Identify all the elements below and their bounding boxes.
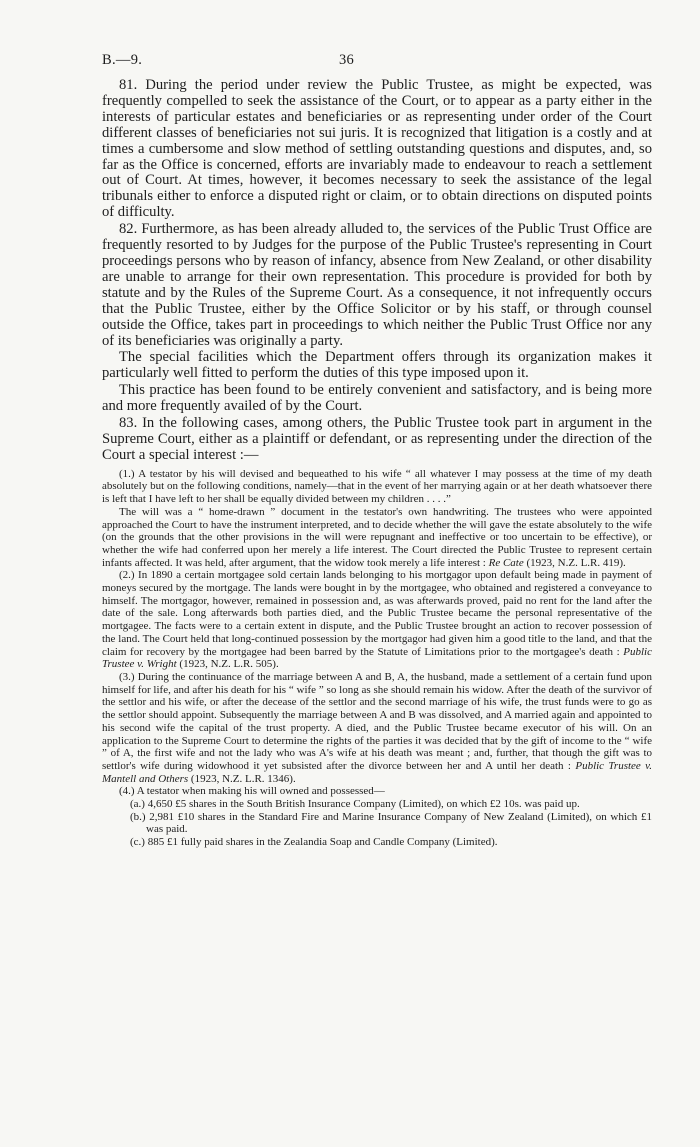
case-2-citation: Public Trustee v. Wright: [102, 645, 652, 671]
page-header: [102, 52, 652, 78]
case-1-report: (1923, N.Z. L.R. 419).: [526, 556, 626, 569]
paragraph-82: 82. Furthermore, as has been already alluded to, the services of the Public Trust Office are frequently resorted to by Judges for the purpose of the Public Trustee's representing in Court proceedings persons who by reason of infancy, absence from New Zealand, or other disability are unable to arrange for their own representation. This procedure is provided for both by statute and by the Rules of the Supreme Court. As a consequence, it not infrequently occurs that the Public Trustee, either by the Office Solicitor or by his staff, or through counsel outside the Office, takes part in proceedings to which neither the Public Trust Office nor any of its beneficiaries was originally a party.: [102, 221, 652, 349]
case-4-item-c: (c.) 885 £1 fully paid shares in the Zealandia Soap and Candle Company (Limited).: [130, 836, 498, 849]
case-1-discussion: [102, 506, 652, 570]
case-3-body: (3.) During the continuance of the marriage between A and B, A, the husband, made a settlement of a certain fund upon himself for life, and after his death for his “ wife ” so long as she should remain his widow. After the death of the survivor of the settlor and his wife, or after the decease of the settlor and the second marriage of his wife, the trust funds were to go as the settlor should appoint. Subsequently the marriage between A and B was dissolved, and A married again and appointed to his second wife the capital of the trust property. A died, and the Public Trustee became executor of his will. On an application to the Supreme Court to determine the rights of the parties it was decided that by the gift of income to the “ wife ” of A, the first wife and not the lady who was A's wife at his death was meant ; and, further, that though the gift was to settlor's wife during widowhood it yet subsisted after the divorce between her and A until her death :: [102, 671, 652, 772]
case-4-item-a: (a.) 4,650 £5 shares in the South British Insurance Company (Limited), on which £2 10s. was paid up.: [130, 798, 580, 811]
case-4-intro: (4.) A testator when making his will owned and possessed—: [119, 785, 385, 798]
case-4-item-b: (b.) 2,981 £10 shares in the Standard Fire and Marine Insurance Company of New Zealand (Limited), on which £1 was paid.: [130, 810, 652, 836]
paragraph-81: 81. During the period under review the Public Trustee, as might be expected, was frequently compelled to seek the assistance of the Court, or to appear as a party either in the interests of particular estates and beneficiaries or as representing under order of the Court different classes of beneficiaries not sui juris. It is recognized that litigation is a costly and at times a cumbersome and slow method of settling outstanding questions and disputes, and, so far as the Office is concerned, efforts are invariably made to endeavour to reach a settlement out of Court. At times, however, it becomes necessary to seek the assistance of the legal tribunals either to enforce a disputed right or claim, or to obtain directions on disputed points of difficulty.: [102, 77, 652, 221]
case-list: [102, 468, 652, 849]
page-number: 36: [339, 52, 355, 68]
paragraph-82-practice: This practice has been found to be entirely convenient and satisfactory, and is being more and more frequently availed of by the Court.: [102, 382, 652, 415]
case-1-body: The will was a “ home-drawn ” document in the testator's own handwriting. The trustees who were appointed approached the Court to have the instrument interpreted, and to decide whether the will gave the estate absolutely to the wife (on the grounds that the other provisions in the will were repugnant and ineffective or too uncertain to be effective), or whether the wife had conferred upon her merely a life interest. The Court directed the Public Trustee to represent certain infants affected. It was held, after argument, that the widow took merely a life interest :: [102, 505, 652, 569]
case-2: [102, 569, 652, 671]
report-reference: B.—9.: [102, 52, 143, 68]
case-3: [102, 671, 652, 785]
document-body: [102, 78, 652, 849]
paragraph-82-facilities: The special facilities which the Department offers through its organization makes it particularly well fitted to perform the duties of this type imposed upon it.: [102, 349, 652, 382]
paragraph-83: 83. In the following cases, among others, the Public Trustee took part in argument in the Supreme Court, either as a plaintiff or defendant, or as representing under the direction of the Court a special interest :—: [102, 415, 652, 463]
case-3-report: (1923, N.Z. L.R. 1346).: [190, 772, 296, 785]
case-2-body: (2.) In 1890 a certain mortgagee sold certain lands belonging to his mortgagor upon default being made in payment of moneys secured by the mortgage. The lands were bought in by the mortgagee, who obtained and registered a conveyance to himself. The mortgagor, however, remained in possession and, as was afterwards proved, paid no rent for the land after the date of the sale. Long afterwards both parties died, and the Public Trustee became the personal representative of the mortgagee. The facts were to a certain extent in dispute, and the Public Trustee brought an action to recover possession of the land. The Court held that long-continued possession by the mortgagor had given him a good title to the land, and that the claim for recovery by the mortgagee had been barred by the Statute of Limitations prior to the mortgagee's death :: [102, 569, 652, 658]
case-3-citation: Public Trustee v. Mantell and Others: [102, 759, 652, 785]
case-2-report: (1923, N.Z. L.R. 505).: [179, 658, 279, 671]
case-1-citation: Re Cate: [488, 556, 524, 569]
case-1-will-text: (1.) A testator by his will devised and bequeathed to his wife “ all whatever I may possess at the time of my death absolutely but on the following conditions, namely—that in the event of her marrying again or at her death whatsoever there is left that I have left to her shall be equally divided between my children . . . .”: [102, 467, 652, 506]
